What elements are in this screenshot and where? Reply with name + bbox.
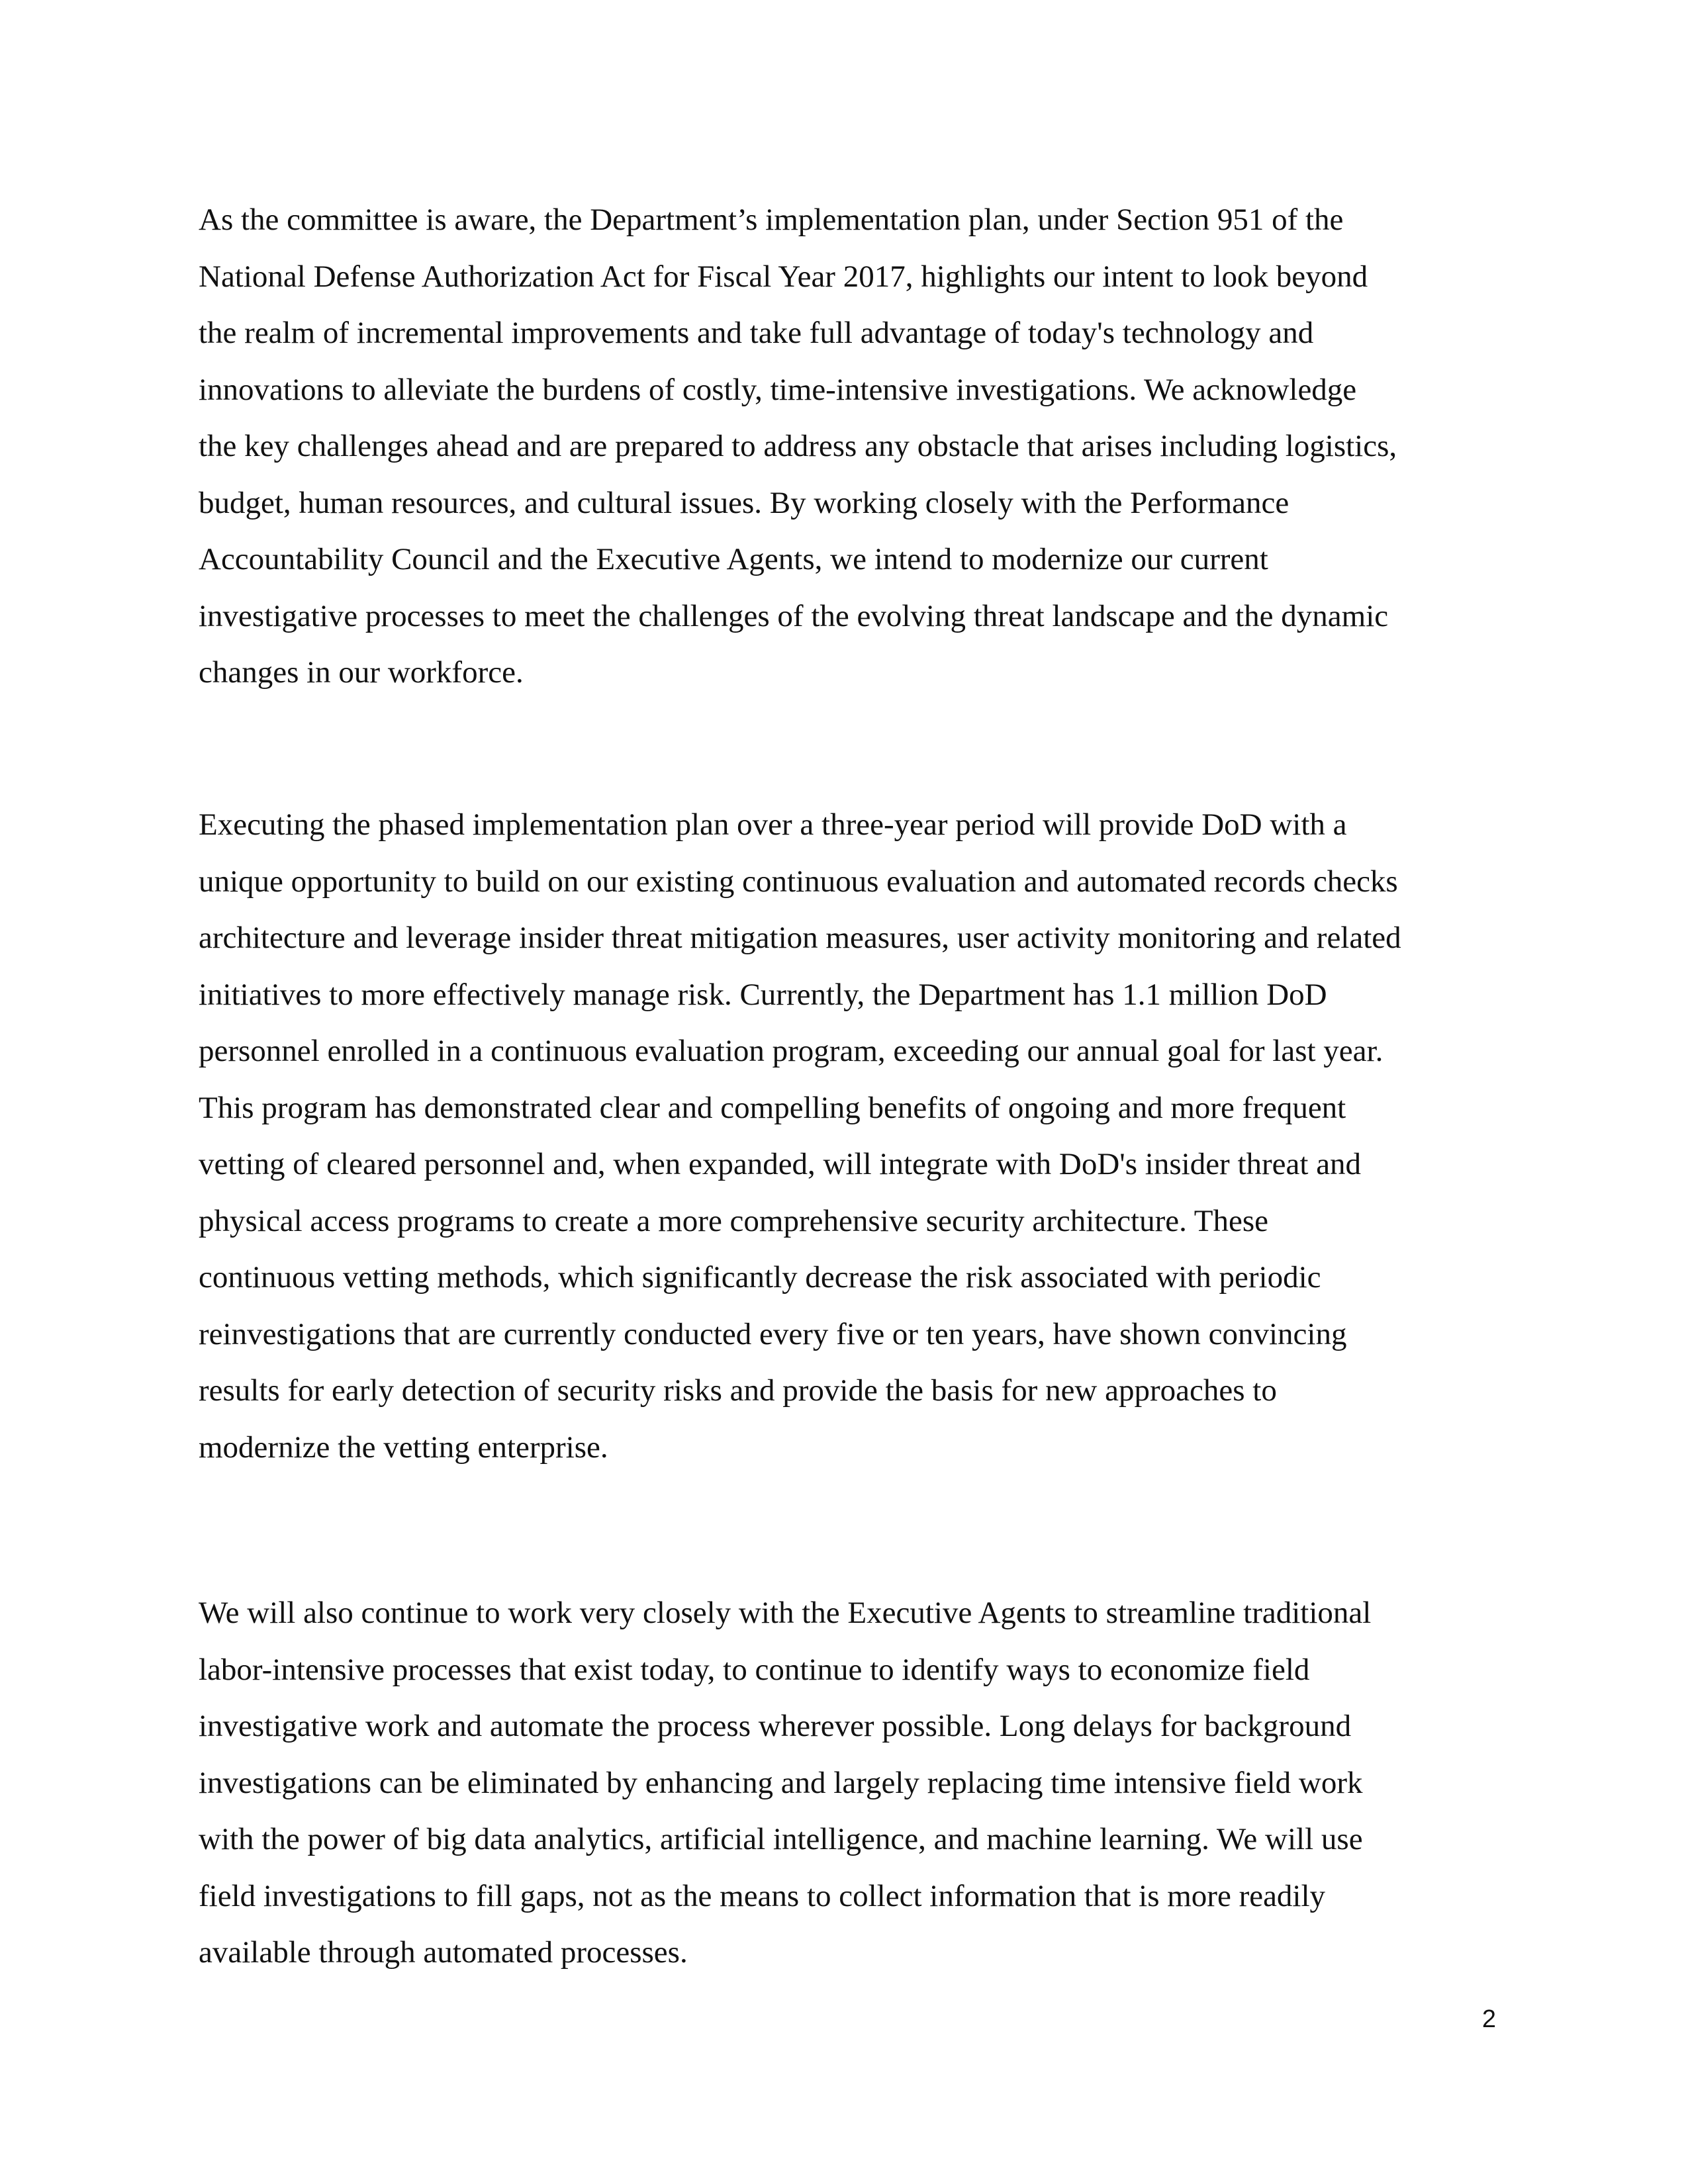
paragraph-line: results for early detection of security risks and provide the basis for new approaches to xyxy=(199,1373,1277,1408)
paragraph-line: investigative work and automate the process wherever possible. Long delays for background xyxy=(199,1709,1352,1743)
paragraph-line: labor-intensive processes that exist today, to continue to identify ways to economize field xyxy=(199,1652,1310,1687)
paragraph-line: continuous vetting methods, which significantly decrease the risk associated with periodic xyxy=(199,1260,1321,1295)
paragraph-line: initiatives to more effectively manage risk. Currently, the Department has 1.1 million DoD xyxy=(199,977,1327,1012)
paragraph-line: architecture and leverage insider threat mitigation measures, user activity monitoring and related xyxy=(199,921,1401,955)
paragraph-line: vetting of cleared personnel and, when expanded, will integrate with DoD's insider threat and xyxy=(199,1147,1362,1181)
paragraph-1 xyxy=(199,192,1496,702)
paragraph-line: As the committee is aware, the Department’s implementation plan, under Section 951 of the xyxy=(199,203,1344,237)
paragraph-line: reinvestigations that are currently conducted every five or ten years, have shown convincing xyxy=(199,1316,1347,1351)
paragraph-line: investigations can be eliminated by enhancing and largely replacing time intensive field work xyxy=(199,1765,1363,1800)
paragraph-line: Executing the phased implementation plan over a three-year period will provide DoD with a xyxy=(199,807,1347,842)
paragraph-line: unique opportunity to build on our existing continuous evaluation and automated records checks xyxy=(199,864,1398,899)
paragraph-line: personnel enrolled in a continuous evaluation program, exceeding our annual goal for last year. xyxy=(199,1034,1383,1068)
paragraph-line: Accountability Council and the Executive Agents, we intend to modernize our current xyxy=(199,542,1268,576)
paragraph-line: We will also continue to work very closely with the Executive Agents to streamline traditional xyxy=(199,1596,1372,1630)
paragraph-line: the realm of incremental improvements and take full advantage of today's technology and xyxy=(199,316,1314,350)
paragraph-line: National Defense Authorization Act for Fiscal Year 2017, highlights our intent to look beyond xyxy=(199,259,1368,294)
paragraph-line: the key challenges ahead and are prepared to address any obstacle that arises including logistics, xyxy=(199,429,1397,463)
paragraph-line: investigative processes to meet the challenges of the evolving threat landscape and the dynamic xyxy=(199,598,1389,633)
paragraph-3 xyxy=(199,1585,1496,1981)
paragraph-line: budget, human resources, and cultural issues. By working closely with the Performance xyxy=(199,485,1289,520)
paragraph-line: innovations to alleviate the burdens of costly, time-intensive investigations. We acknowledge xyxy=(199,372,1357,407)
paragraph-line: available through automated processes. xyxy=(199,1935,688,1970)
paragraph-line: modernize the vetting enterprise. xyxy=(199,1430,608,1465)
paragraph-line: with the power of big data analytics, artificial intelligence, and machine learning. We will use xyxy=(199,1822,1363,1856)
paragraph-line: changes in our workforce. xyxy=(199,655,524,690)
page-number: 2 xyxy=(1481,2005,1496,2033)
paragraph-line: physical access programs to create a more comprehensive security architecture. These xyxy=(199,1203,1268,1238)
paragraph-line: field investigations to fill gaps, not as the means to collect information that is more readily xyxy=(199,1878,1326,1913)
paragraph-2 xyxy=(199,797,1496,1476)
paragraph-line: This program has demonstrated clear and compelling benefits of ongoing and more frequent xyxy=(199,1090,1346,1125)
